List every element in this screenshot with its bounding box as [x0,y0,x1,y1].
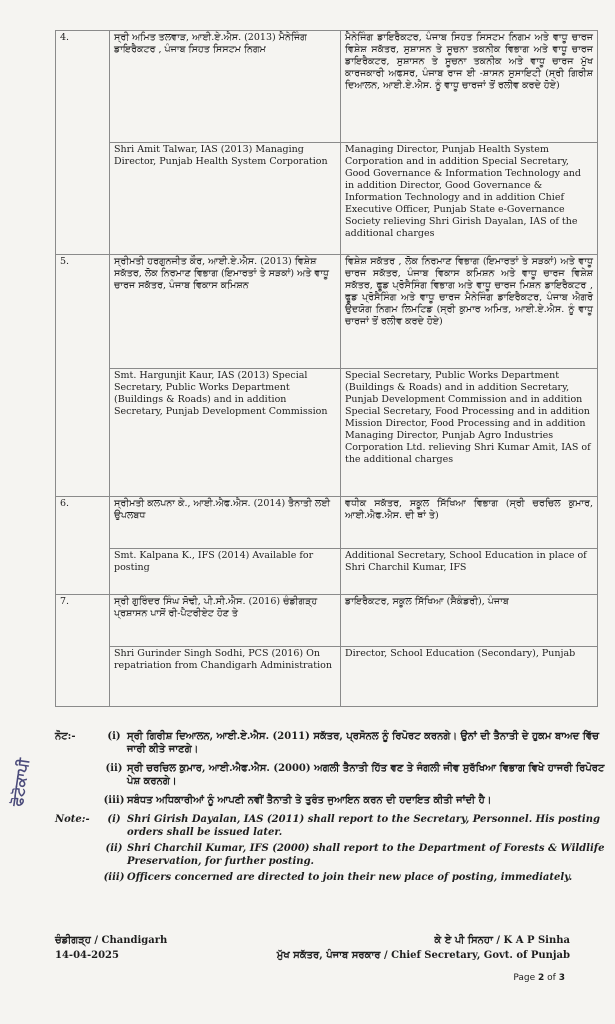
signatory-name: ਕੇ ਏ ਪੀ ਸਿਨਹਾ / K A P Sinha [434,935,570,946]
officer-name-punjabi: ਸ੍ਰੀ ਗੁਰਿੰਦਰ ਸਿੰਘ ਸੋਢੀ, ਪੀ.ਸੀ.ਐਸ. (2016) ਚੰਡੀਗੜ੍ਹ ਪ੍ਰਸ਼ਾਸਨ ਪਾਸੋਂ ਰੀ-ਪੈਟਰੀਏਟ ਹੋਣ ਤੇ [110,595,341,647]
signatory-designation: ਮੁੱਖ ਸਕੱਤਰ, ਪੰਜਾਬ ਸਰਕਾਰ / Chief Secretary, Govt. of Punjab [276,950,570,961]
page-current: 2 [538,973,545,983]
table-row [56,369,598,497]
officer-name-english: Shri Amit Talwar, IAS (2013) Managing Director, Punjab Health System Corporation [110,143,341,255]
officer-name-english: Smt. Hargunjit Kaur, IAS (2013) Special Secretary, Public Works Department (Buildings & Roads) and in addition Secretary, Punjab Development Commission [110,369,341,497]
serial-number: 7. [56,595,110,707]
officer-name-punjabi: ਸ੍ਰੀਮਤੀ ਹਰਗੁਨਜੀਤ ਕੌਰ, ਆਈ.ਏ.ਐਸ. (2013) ਵਿਸ਼ੇਸ਼ ਸਕੱਤਰ, ਲੋਕ ਨਿਰਮਾਣ ਵਿਭਾਗ (ਇਮਾਰਤਾਂ ਤੇ ਸੜਕਾਂ) ਅਤੇ ਵਾਧੂ ਚਾਰਜ ਸਕੱਤਰ, ਪੰਜਾਬ ਵਿਕਾਸ ਕਮਿਸ਼ਨ [110,255,341,369]
note-item [55,842,605,868]
note-text: Officers concerned are directed to join their new place of posting, immediately. [127,872,573,883]
table-row [56,595,598,647]
place: ਚੰਡੀਗੜ੍ਹ / Chandigarh [55,935,168,946]
officer-name-english: Shri Gurinder Singh Sodhi, PCS (2016) On repatriation from Chandigarh Administration [110,647,341,707]
officer-name-english: Smt. Kalpana K., IFS (2014) Available for posting [110,549,341,595]
page-number [513,973,565,983]
new-posting-punjabi: ਵਧੀਕ ਸਕੱਤਰ, ਸਕੂਲ ਸਿੱਖਿਆ ਵਿਭਾਗ (ਸ੍ਰੀ ਚਰਚਿਲ ਕੁਮਾਰ, ਆਈ.ਐਫ.ਐਸ. ਦੀ ਥਾਂ ਤੇ) [341,497,598,549]
note-text: ਸਬੰਧਤ ਅਧਿਕਾਰੀਆਂ ਨੂੰ ਆਪਣੀ ਨਵੀਂ ਤੈਨਾਤੀ ਤੇ ਤੁਰੰਤ ਜੁਆਇਨ ਕਰਨ ਦੀ ਹਦਾਇਤ ਕੀਤੀ ਜਾਂਦੀ ਹੈ। [127,795,492,806]
page-of: of [547,973,556,983]
note-item [55,813,605,839]
note-number: (i) [107,814,121,825]
stamp-text: ਫੋਟੋਕਾਪੀ [8,757,33,808]
new-posting-punjabi: ਮੈਨੇਜਿੰਗ ਡਾਇਰੈਕਟਰ, ਪੰਜਾਬ ਸਿਹਤ ਸਿਸਟਮ ਨਿਗਮ ਅਤੇ ਵਾਧੂ ਚਾਰਜ ਵਿਸ਼ੇਸ਼ ਸਕੱਤਰ, ਸੁਸ਼ਾਸਨ ਤੇ ਸੂਚਨਾ ਤਕਨੀਕ ਵਿਭਾਗ ਅਤੇ ਵਾਧੂ ਚਾਰਜ ਡਾਇਰੈਕਟਰ, ਸੁਸ਼ਾਸਨ ਤੇ ਸੂਚਨਾ ਤਕਨੀਕ ਅਤੇ ਵਾਧੂ ਚਾਰਜ ਮੁੱਖ ਕਾਰਜਕਾਰੀ ਅਫਸਰ, ਪੰਜਾਬ ਰਾਜ ਈ -ਸ਼ਾਸਨ ਸੁਸਾਇਟੀ (ਸ੍ਰੀ ਗਿਰੀਸ਼ ਦਿਆਲਨ, ਆਈ.ਏ.ਐਸ. ਨੂੰ ਵਾਧੂ ਚਾਰਜਾਂ ਤੋਂ ਰਲੀਵ ਕਰਦੇ ਹੋਏ) [341,31,598,143]
new-posting-english: Additional Secretary, School Education in place of Shri Charchil Kumar, IFS [341,549,598,595]
officer-name-punjabi: ਸ੍ਰੀ ਅਮਿਤ ਤਲਵਾੜ, ਆਈ.ਏ.ਐਸ. (2013) ਮੈਨੇਜਿੰਗ ਡਾਇਰੈਕਟਰ , ਪੰਜਾਬ ਸਿਹਤ ਸਿਸਟਮ ਨਿਗਮ [110,31,341,143]
table-row [56,497,598,549]
note-label: ਨੋਟ:- [55,731,76,742]
table-row [56,255,598,369]
note-number: (iii) [103,795,125,806]
serial-number: 6. [56,497,110,595]
page-total: 3 [558,973,565,983]
note-text: Shri Girish Dayalan, IAS (2011) shall report to the Secretary, Personnel. His posting orders shall be issued later. [127,814,600,838]
note-number: (i) [107,731,121,742]
notes-punjabi [55,730,605,807]
new-posting-english: Special Secretary, Public Works Department (Buildings & Roads) and in addition Secretary, Punjab Development Commission and in addition Special Secretary, Food Processing and in addition Mission Director, Food Processing and in addition Managing Director, Punjab Agro Industries Corporation Ltd. relieving Shri Kumar Amit, IAS of the additional charges [341,369,598,497]
note-text: Shri Charchil Kumar, IFS (2000) shall report to the Department of Forests & Wildlife Preservation, for further posting. [127,843,605,867]
new-posting-punjabi: ਡਾਇਰੈਕਟਰ, ਸਕੂਲ ਸਿੱਖਿਆ (ਸੈਕੰਡਰੀ), ਪੰਜਾਬ [341,595,598,647]
posting-table [55,30,598,707]
note-number: (ii) [105,763,123,774]
note-number: (iii) [103,872,125,883]
note-item [55,794,605,807]
signature-block [277,933,570,963]
notes-section [55,730,605,887]
note-label: Note:- [55,814,90,825]
serial-number: 4. [56,31,110,255]
new-posting-english: Managing Director, Punjab Health System Corporation and in addition Special Secretary, Good Governance & Information Technology and in addition Director, Good Governance & Information Technology and in addition Chief Executive Officer, Punjab State e-Governance Society relieving Shri Girish Dayalan, IAS of the additional charges [341,143,598,255]
note-item [55,871,605,884]
table-row [56,143,598,255]
date: 14-04-2025 [55,950,119,961]
notes-english [55,813,605,884]
note-number: (ii) [105,843,123,854]
note-item [55,762,605,788]
table-row [56,549,598,595]
note-item [55,730,605,756]
signature-place-date [55,933,167,963]
new-posting-english: Director, School Education (Secondary), Punjab [341,647,598,707]
officer-name-punjabi: ਸ੍ਰੀਮਤੀ ਕਲਪਨਾ ਕੇ., ਆਈ.ਐਫ.ਐਸ. (2014) ਤੈਨਾਤੀ ਲਈ ਉਪਲਬਧ [110,497,341,549]
table-row [56,31,598,143]
new-posting-punjabi: ਵਿਸ਼ੇਸ਼ ਸਕੱਤਰ , ਲੋਕ ਨਿਰਮਾਣ ਵਿਭਾਗ (ਇਮਾਰਤਾਂ ਤੇ ਸੜਕਾਂ) ਅਤੇ ਵਾਧੂ ਚਾਰਜ ਸਕੱਤਰ, ਪੰਜਾਬ ਵਿਕਾਸ ਕਮਿਸ਼ਨ ਅਤੇ ਵਾਧੂ ਚਾਰਜ ਵਿਸ਼ੇਸ਼ ਸਕੱਤਰ, ਫੂਡ ਪ੍ਰੋਸੈਸਿੰਗ ਵਿਭਾਗ ਅਤੇ ਵਾਧੂ ਚਾਰਜ ਮਿਸ਼ਨ ਡਾਇਰੈਕਟਰ , ਫੂਡ ਪ੍ਰੋਸੈਸਿੰਗ ਅਤੇ ਵਾਧੂ ਚਾਰਜ ਮੈਨੇਜਿੰਗ ਡਾਇਰੈਕਟਰ, ਪੰਜਾਬ ਐਗਰੋ ਉਦਯੋਗ ਨਿਗਮ ਲਿਮਟਿਡ (ਸ੍ਰੀ ਕੁਮਾਰ ਅਮਿਤ, ਆਈ.ਏ.ਐਸ. ਨੂੰ ਵਾਧੂ ਚਾਰਜਾਂ ਤੋਂ ਰਲੀਵ ਕਰਦੇ ਹੋਏ) [341,255,598,369]
page-label: Page [513,973,536,983]
note-text: ਸ੍ਰੀ ਚਰਚਿਲ ਕੁਮਾਰ, ਆਈ.ਐਫ.ਐਸ. (2000) ਅਗਲੀ ਤੈਨਾਤੀ ਹਿੱਤ ਵਣ ਤੇ ਜੰਗਲੀ ਜੀਵ ਸੁਰੱਖਿਆ ਵਿਭਾਗ ਵਿਖੇ ਹਾਜਰੀ ਰਿਪੋਰਟ ਪੇਸ਼ ਕਰਨਗੇ। [127,763,605,787]
note-text: ਸ੍ਰੀ ਗਿਰੀਸ਼ ਦਿਆਲਨ, ਆਈ.ਏ.ਐਸ. (2011) ਸਕੱਤਰ, ਪ੍ਰਸੋਨਲ ਨੂੰ ਰਿਪੋਰਟ ਕਰਨਗੇ। ਉਨਾਂ ਦੀ ਤੈਨਾਤੀ ਦੇ ਹੁਕਮ ਬਾਅਦ ਵਿੱਚ ਜਾਰੀ ਕੀਤੇ ਜਾਣਗੇ। [127,731,600,755]
table-row [56,647,598,707]
serial-number: 5. [56,255,110,497]
